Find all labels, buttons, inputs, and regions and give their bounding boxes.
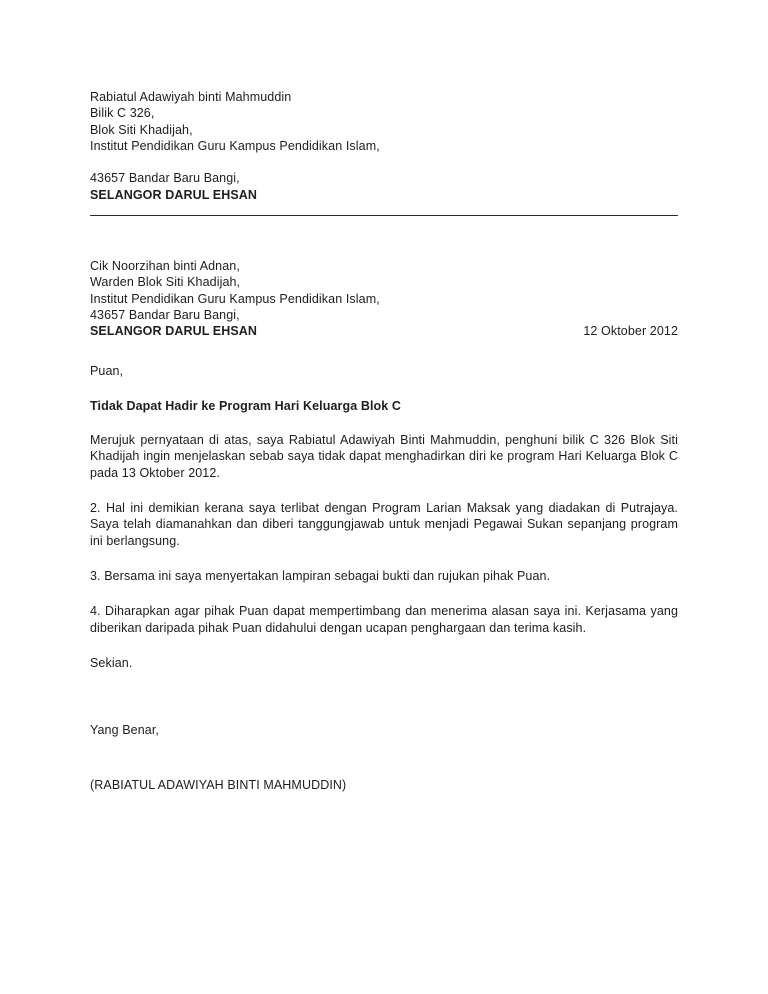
paragraph-2: 2. Hal ini demikian kerana saya terlibat dengan Program Larian Maksak yang diadakan di Putrajaya. Saya telah diamanahkan dan diberi tanggungjawab untuk menjadi Pegawai Sukan sepanjang program ini berlangsung. <box>90 501 678 548</box>
subject-line: Tidak Dapat Hadir ke Program Hari Keluarga Blok C <box>90 398 402 413</box>
closing-line: Yang Benar, <box>90 723 159 738</box>
recipient-name: Cik Noorzihan binti Adnan, <box>90 259 240 274</box>
sekian-line: Sekian. <box>90 655 133 670</box>
sender-address-block <box>90 89 678 203</box>
recipient-title: Warden Blok Siti Khadijah, <box>90 275 241 290</box>
sender-institute: Institut Pendidikan Guru Kampus Pendidikan Islam, <box>90 138 380 153</box>
sender-postcode-city: 43657 Bandar Baru Bangi, <box>90 171 240 186</box>
paragraph-4: 4. Diharapkan agar pihak Puan dapat mempertimbang dan menerima alasan saya ini. Kerjasama yang diberikan daripada pihak Puan didahului dengan ucapan penghargaan dan terima kasih. <box>90 604 678 635</box>
recipient-address-block <box>90 258 678 339</box>
sender-name: Rabiatul Adawiyah binti Mahmuddin <box>90 90 292 104</box>
sender-block-name: Blok Siti Khadijah, <box>90 122 193 137</box>
blank-line <box>90 154 678 170</box>
divider-line <box>90 215 678 216</box>
state-date-row <box>90 323 678 339</box>
sender-room: Bilik C 326, <box>90 106 155 121</box>
paragraph-1: Merujuk pernyataan di atas, saya Rabiatul Adawiyah Binti Mahmuddin, penghuni bilik C 326 Blok Siti Khadijah ingin menjelaskan sebab saya tidak dapat menghadirkan diri ke program Hari Keluarga Blok C pada 13 Oktober 2012. <box>90 433 678 480</box>
salutation: Puan, <box>90 363 124 378</box>
letter-content <box>90 89 678 794</box>
paragraph-3: 3. Bersama ini saya menyertakan lampiran sebagai bukti dan rujukan pihak Puan. <box>90 568 551 583</box>
signature-name: (RABIATUL ADAWIYAH BINTI MAHMUDDIN) <box>90 778 347 793</box>
sender-state: SELANGOR DARUL EHSAN <box>90 187 258 202</box>
recipient-postcode-city: 43657 Bandar Baru Bangi, <box>90 307 240 322</box>
letter-date: 12 Oktober 2012 <box>583 324 678 339</box>
recipient-state: SELANGOR DARUL EHSAN <box>90 324 258 339</box>
recipient-institute: Institut Pendidikan Guru Kampus Pendidikan Islam, <box>90 291 380 306</box>
